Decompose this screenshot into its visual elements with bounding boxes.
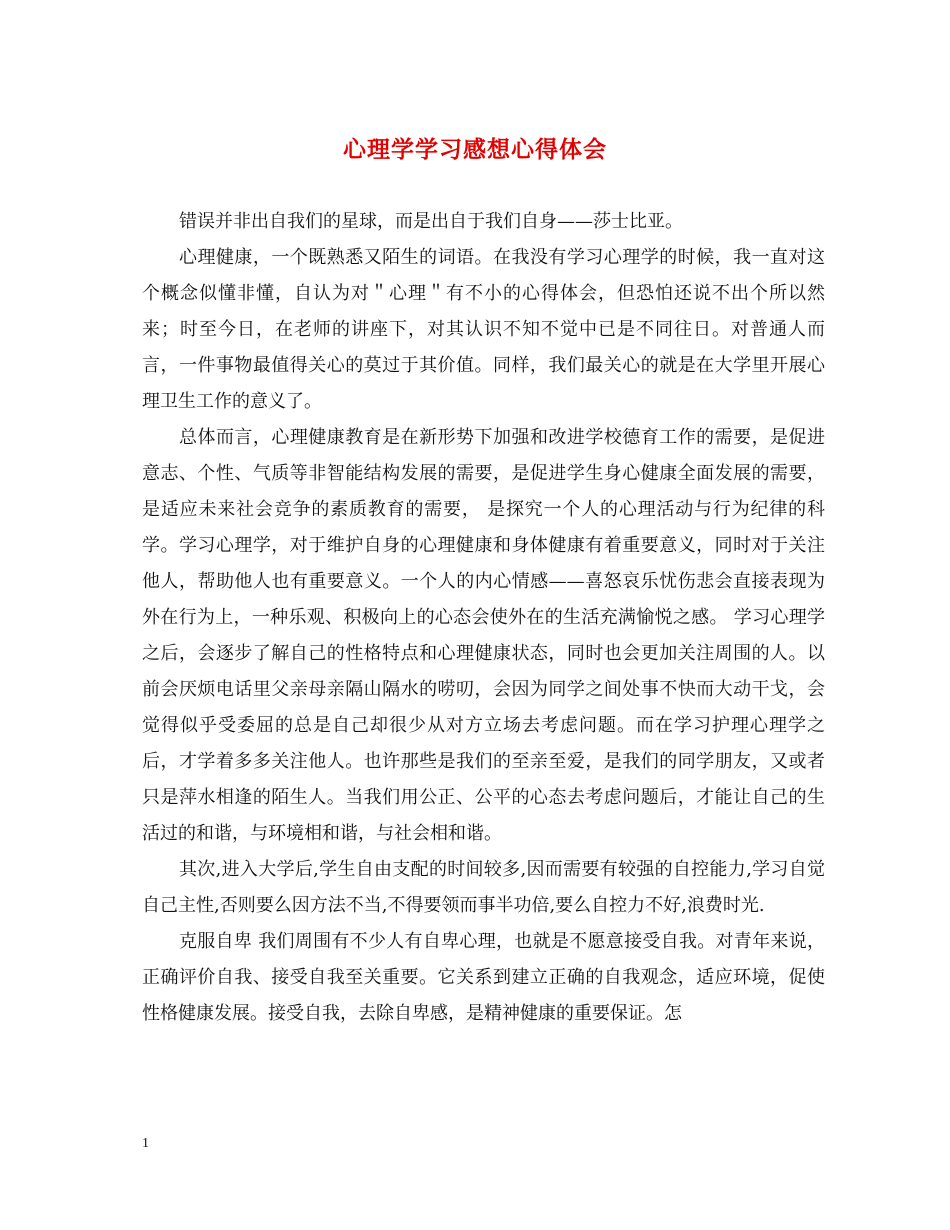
paragraph-quote: 错误并非出自我们的星球，而是出自于我们自身——莎士比亚。 — [179, 211, 683, 232]
document-title: 心理学学习感想心得体会 — [343, 136, 607, 163]
page-number: 1 — [142, 1136, 149, 1151]
paragraph-overall: 总体而言，心理健康教育是在新形势下加强和改进学校德育工作的需要，是促进意志、个性、气质等非智能结构发展的需要，是促进学生身心健康全面发展的需要，是适应未来社会竞争的素质教育的需要， 是探究一个人的心理活动与行为纪律的科学。学习心理学，对于维护自身的心理健康和身体健康有着重要意义，同时对于关注他人，帮助他人也有重要意义。一个人的内心情感——喜怒哀乐忧伤悲会直接表现为外在行为上，一种乐观、积极向上的心态会使外在的生活充满愉悦之感。 学习心理学之后，会逐步了解自己的性格特点和心理健康状态，同时也会更加关注周围的人。以前会厌烦电话里父亲母亲隔山隔水的唠叨，会因为同学之间处事不快而大动干戈，会觉得似乎受委屈的总是自己却很少从对方立场去考虑问题。而在学习护理心理学之后，才学着多多关注他人。也许那些是我们的至亲至爱，是我们的同学朋友，又或者只是萍水相逢的陌生人。当我们用公正、公平的心态去考虑问题后，才能让自己的生活过的和谐，与环境相和谐，与社会相和谐。 — [142, 427, 825, 844]
document-body — [142, 204, 825, 1032]
paragraph-secondly: 其次,进入大学后,学生自由支配的时间较多,因而需要有较强的自控能力,学习自觉自己主性,否则要么因方法不当,不得要领而事半功倍,要么自控力不好,浪费时光. — [142, 859, 825, 916]
paragraph-overcome-inferiority: 克服自卑 我们周围有不少人有自卑心理，也就是不愿意接受自我。对青年来说，正确评价自我、接受自我至关重要。它关系到建立正确的自我观念，适应环境，促使性格健康发展。接受自我，去除自卑感，是精神健康的重要保证。怎 — [142, 931, 825, 1024]
paragraph-mental-health-intro: 心理健康，一个既熟悉又陌生的词语。在我没有学习心理学的时候，我一直对这个概念似懂非懂，自认为对＂心理＂有不小的心得体会，但恐怕还说不出个所以然来；时至今日，在老师的讲座下，对其认识不知不觉中已是不同往日。对普通人而言，一件事物最值得关心的莫过于其价值。同样，我们最关心的就是在大学里开展心理卫生工作的意义了。 — [142, 247, 825, 412]
